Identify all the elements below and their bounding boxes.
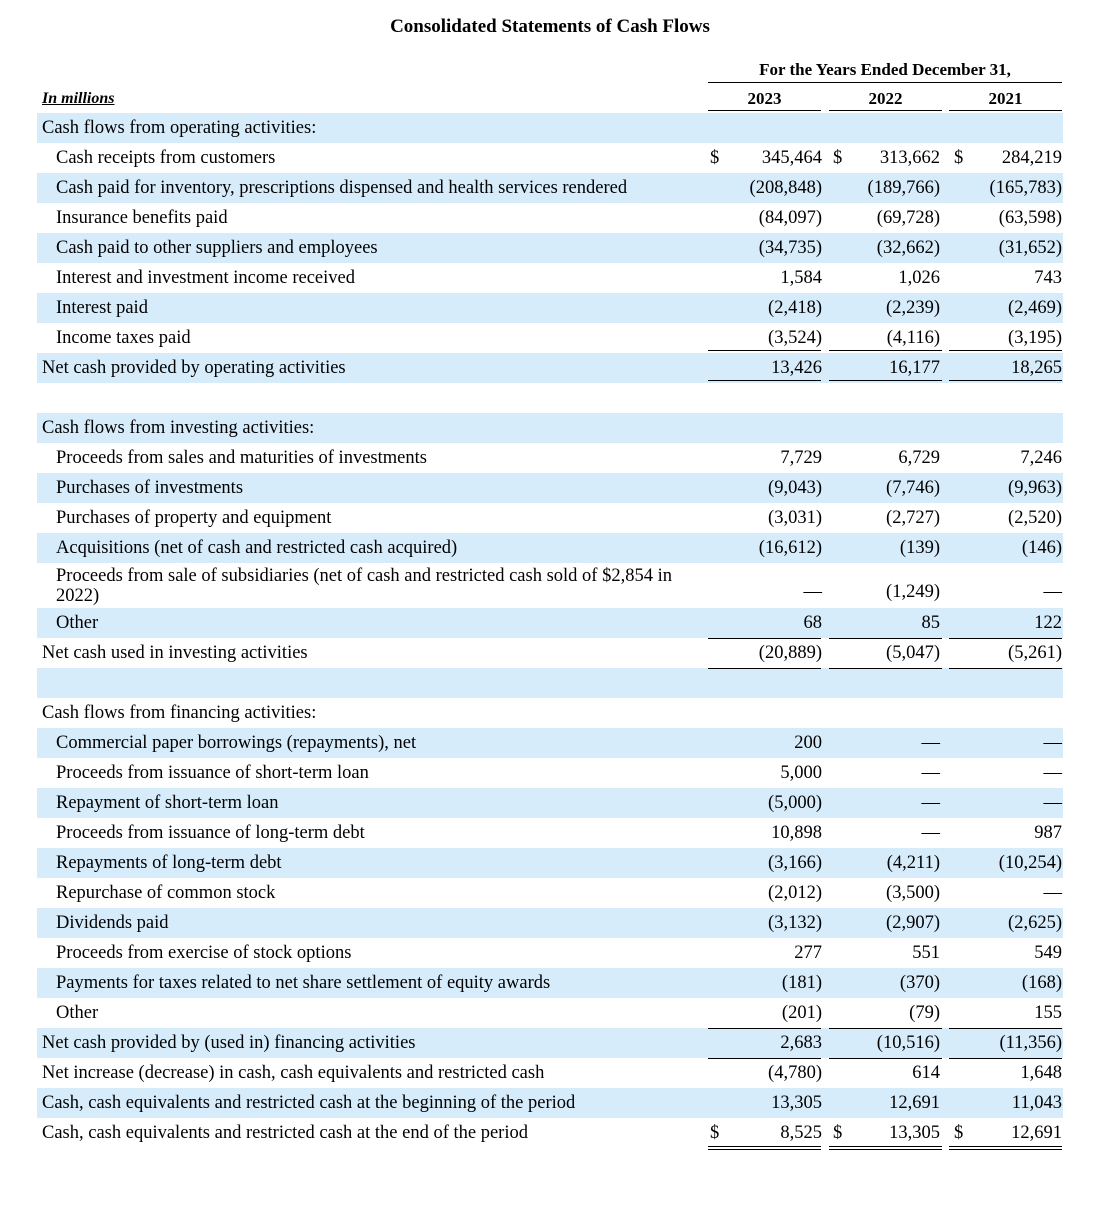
- value-2022: (32,662): [876, 238, 940, 258]
- total-rule: [949, 668, 1062, 669]
- value-2021: (31,652): [998, 238, 1062, 258]
- units-label: In millions: [42, 90, 115, 107]
- value-2022: —: [921, 733, 940, 753]
- value-2022: (7,746): [886, 478, 940, 498]
- value-2023: 2,683: [780, 1033, 822, 1053]
- value-2023: 5,000: [780, 763, 822, 783]
- row-repurchase-common-stock: [37, 878, 1063, 908]
- value-2021: (2,625): [1008, 913, 1062, 933]
- value-2023: 345,464: [761, 148, 822, 168]
- years-caption: For the Years Ended December 31,: [708, 58, 1062, 83]
- total-rule: [708, 1028, 821, 1029]
- value-2021: —: [1043, 883, 1062, 903]
- row-label: Cash paid to other suppliers and employees: [56, 238, 378, 258]
- value-2023: (16,612): [758, 538, 822, 558]
- value-2022: (5,047): [886, 643, 940, 663]
- total-rule: [829, 350, 942, 351]
- total-rule: [708, 1058, 821, 1059]
- grand-total-double-rule: [949, 1146, 1062, 1150]
- row-cash-beginning-period: [37, 1088, 1063, 1118]
- value-2022: (370): [899, 973, 940, 993]
- value-2021: 12,691: [1011, 1123, 1062, 1143]
- row-proceeds-sale-subsidiaries: [37, 563, 1063, 611]
- row-taxes-equity-awards: [37, 968, 1063, 998]
- total-rule: [708, 668, 821, 669]
- row-interest-paid: [37, 293, 1063, 323]
- value-2021: —: [1043, 582, 1062, 602]
- value-2022: —: [921, 763, 940, 783]
- row-net-increase-cash: [37, 1058, 1063, 1088]
- section-investing-header: [37, 413, 1063, 443]
- spacer-row: [37, 668, 1063, 698]
- value-2023: (2,418): [768, 298, 822, 318]
- value-2023: (9,043): [768, 478, 822, 498]
- value-2021: (63,598): [998, 208, 1062, 228]
- section-financing-header: [37, 698, 1063, 728]
- row-net-cash-financing: [37, 1028, 1063, 1058]
- row-label: Commercial paper borrowings (repayments), net: [56, 733, 417, 753]
- value-2021: (10,254): [998, 853, 1062, 873]
- value-2023: (181): [781, 973, 822, 993]
- value-2021: 11,043: [1011, 1093, 1062, 1113]
- row-financing-other: [37, 998, 1063, 1028]
- value-2022: (2,239): [886, 298, 940, 318]
- value-2021: 122: [1034, 613, 1062, 633]
- value-2023: (208,848): [749, 178, 822, 198]
- row-label: Dividends paid: [56, 913, 169, 933]
- currency-symbol: $: [954, 148, 964, 168]
- currency-symbol: $: [833, 1123, 843, 1143]
- value-2022: 6,729: [898, 448, 940, 468]
- value-2021: (3,195): [1008, 328, 1062, 348]
- total-rule: [708, 638, 821, 639]
- value-2021: —: [1043, 793, 1062, 813]
- row-label: Proceeds from issuance of long-term debt: [56, 823, 365, 843]
- row-label: Repurchase of common stock: [56, 883, 276, 903]
- value-2021: 987: [1034, 823, 1062, 843]
- value-2022: 614: [912, 1063, 940, 1083]
- row-label: Cash flows from operating activities:: [42, 118, 317, 138]
- total-rule: [829, 380, 942, 381]
- row-label: Cash flows from investing activities:: [42, 418, 315, 438]
- value-2022: (2,727): [886, 508, 940, 528]
- value-2023: (84,097): [758, 208, 822, 228]
- row-label: Cash, cash equivalents and restricted cash at the end of the period: [42, 1123, 528, 1143]
- total-rule: [949, 380, 1062, 381]
- row-commercial-paper: [37, 728, 1063, 758]
- value-2021: (2,520): [1008, 508, 1062, 528]
- value-2022: —: [921, 793, 940, 813]
- row-label: Cash, cash equivalents and restricted cash at the beginning of the period: [42, 1093, 576, 1113]
- row-proceeds-short-term-loan: [37, 758, 1063, 788]
- value-2021: (146): [1021, 538, 1062, 558]
- row-label: Cash flows from financing activities:: [42, 703, 317, 723]
- value-2023: 7,729: [780, 448, 822, 468]
- row-cash-receipts-customers: [37, 143, 1063, 173]
- total-rule: [949, 1058, 1062, 1059]
- row-purchases-property: [37, 503, 1063, 533]
- column-header-2023: 2023: [708, 88, 821, 111]
- total-rule: [949, 1028, 1062, 1029]
- row-purchases-investments: [37, 473, 1063, 503]
- total-rule: [829, 638, 942, 639]
- currency-symbol: $: [954, 1123, 964, 1143]
- row-label: Proceeds from sale of subsidiaries (net of cash and restricted cash sold of $2,854 in 2022): [56, 566, 672, 606]
- row-investing-other: [37, 608, 1063, 638]
- currency-symbol: $: [710, 1123, 720, 1143]
- value-2022: 551: [912, 943, 940, 963]
- value-2021: (2,469): [1008, 298, 1062, 318]
- value-2022: 1,026: [898, 268, 940, 288]
- value-2021: 18,265: [1011, 358, 1062, 378]
- row-label: Repayments of long-term debt: [56, 853, 282, 873]
- row-repayment-short-term-loan: [37, 788, 1063, 818]
- row-cash-paid-inventory: [37, 173, 1063, 203]
- row-interest-income-received: [37, 263, 1063, 293]
- value-2021: (165,783): [989, 178, 1062, 198]
- value-2021: 549: [1034, 943, 1062, 963]
- currency-symbol: $: [833, 148, 843, 168]
- row-cash-paid-suppliers: [37, 233, 1063, 263]
- value-2023: 1,584: [780, 268, 822, 288]
- value-2023: 13,305: [771, 1093, 822, 1113]
- value-2023: 68: [803, 613, 822, 633]
- value-2023: 277: [794, 943, 822, 963]
- value-2023: 200: [794, 733, 822, 753]
- value-2021: 1,648: [1020, 1063, 1062, 1083]
- row-label: Net increase (decrease) in cash, cash equivalents and restricted cash: [42, 1063, 545, 1083]
- value-2022: 16,177: [889, 358, 940, 378]
- value-2021: (5,261): [1008, 643, 1062, 663]
- row-label: Cash paid for inventory, prescriptions dispensed and health services rendered: [56, 178, 628, 198]
- total-rule: [829, 1058, 942, 1059]
- value-2023: —: [803, 582, 822, 602]
- value-2023: 13,426: [771, 358, 822, 378]
- total-rule: [708, 350, 821, 351]
- row-label: Net cash provided by (used in) financing activities: [42, 1033, 416, 1053]
- value-2023: (5,000): [768, 793, 822, 813]
- value-2021: —: [1043, 733, 1062, 753]
- row-label: Proceeds from exercise of stock options: [56, 943, 352, 963]
- value-2021: —: [1043, 763, 1062, 783]
- row-label: Proceeds from issuance of short-term loan: [56, 763, 369, 783]
- row-label: Cash receipts from customers: [56, 148, 276, 168]
- value-2022: (79): [909, 1003, 940, 1023]
- value-2022: 12,691: [889, 1093, 940, 1113]
- value-2022: (3,500): [886, 883, 940, 903]
- statement-title: Consolidated Statements of Cash Flows: [390, 16, 710, 37]
- value-2021: 284,219: [1001, 148, 1062, 168]
- row-dividends-paid: [37, 908, 1063, 938]
- row-label: Net cash provided by operating activities: [42, 358, 346, 378]
- row-insurance-benefits-paid: [37, 203, 1063, 233]
- row-label: Insurance benefits paid: [56, 208, 228, 228]
- total-rule: [949, 350, 1062, 351]
- value-2021: (9,963): [1008, 478, 1062, 498]
- value-2023: (3,166): [768, 853, 822, 873]
- row-proceeds-sales-investments: [37, 443, 1063, 473]
- row-net-cash-operating: [37, 353, 1063, 383]
- row-label: Repayment of short-term loan: [56, 793, 279, 813]
- value-2022: (189,766): [867, 178, 940, 198]
- total-rule: [829, 1028, 942, 1029]
- grand-total-double-rule: [829, 1146, 942, 1150]
- row-label: Purchases of property and equipment: [56, 508, 332, 528]
- total-rule: [949, 638, 1062, 639]
- value-2023: (20,889): [758, 643, 822, 663]
- row-proceeds-stock-options: [37, 938, 1063, 968]
- value-2022: (10,516): [876, 1033, 940, 1053]
- row-label: Other: [56, 613, 99, 633]
- value-2022: (69,728): [876, 208, 940, 228]
- value-2023: (3,524): [768, 328, 822, 348]
- row-repayments-long-term-debt: [37, 848, 1063, 878]
- value-2021: 7,246: [1020, 448, 1062, 468]
- value-2021: (11,356): [999, 1033, 1062, 1053]
- currency-symbol: $: [710, 148, 720, 168]
- row-label: Interest paid: [56, 298, 148, 318]
- value-2023: (3,132): [768, 913, 822, 933]
- column-header-2022: 2022: [829, 88, 942, 111]
- row-proceeds-long-term-debt: [37, 818, 1063, 848]
- value-2021: 743: [1034, 268, 1062, 288]
- value-2022: (4,116): [886, 328, 940, 348]
- total-rule: [708, 380, 821, 381]
- row-label: Income taxes paid: [56, 328, 191, 348]
- value-2023: 10,898: [771, 823, 822, 843]
- value-2023: (201): [781, 1003, 822, 1023]
- row-cash-end-period: [37, 1118, 1063, 1148]
- value-2021: (168): [1021, 973, 1062, 993]
- value-2022: (4,211): [886, 853, 940, 873]
- row-label: Net cash used in investing activities: [42, 643, 308, 663]
- row-label: Other: [56, 1003, 99, 1023]
- value-2022: 85: [921, 613, 940, 633]
- row-net-cash-investing: [37, 638, 1063, 668]
- value-2023: 8,525: [780, 1123, 822, 1143]
- row-label: Interest and investment income received: [56, 268, 355, 288]
- value-2022: (1,249): [886, 582, 940, 602]
- value-2023: (3,031): [768, 508, 822, 528]
- row-label: Proceeds from sales and maturities of investments: [56, 448, 427, 468]
- column-header-2021: 2021: [949, 88, 1062, 111]
- value-2023: (2,012): [768, 883, 822, 903]
- row-label: Acquisitions (net of cash and restricted cash acquired): [56, 538, 458, 558]
- row-acquisitions: [37, 533, 1063, 563]
- section-operating-header: [37, 113, 1063, 143]
- value-2023: (34,735): [758, 238, 822, 258]
- value-2022: 313,662: [879, 148, 940, 168]
- value-2022: 13,305: [889, 1123, 940, 1143]
- value-2022: —: [921, 823, 940, 843]
- value-2021: 155: [1034, 1003, 1062, 1023]
- row-income-taxes-paid: [37, 323, 1063, 353]
- spacer-row: [37, 383, 1063, 413]
- value-2022: (2,907): [886, 913, 940, 933]
- grand-total-double-rule: [708, 1146, 821, 1150]
- row-label: Payments for taxes related to net share settlement of equity awards: [56, 973, 551, 993]
- total-rule: [829, 668, 942, 669]
- value-2023: (4,780): [768, 1063, 822, 1083]
- value-2022: (139): [899, 538, 940, 558]
- row-label: Purchases of investments: [56, 478, 244, 498]
